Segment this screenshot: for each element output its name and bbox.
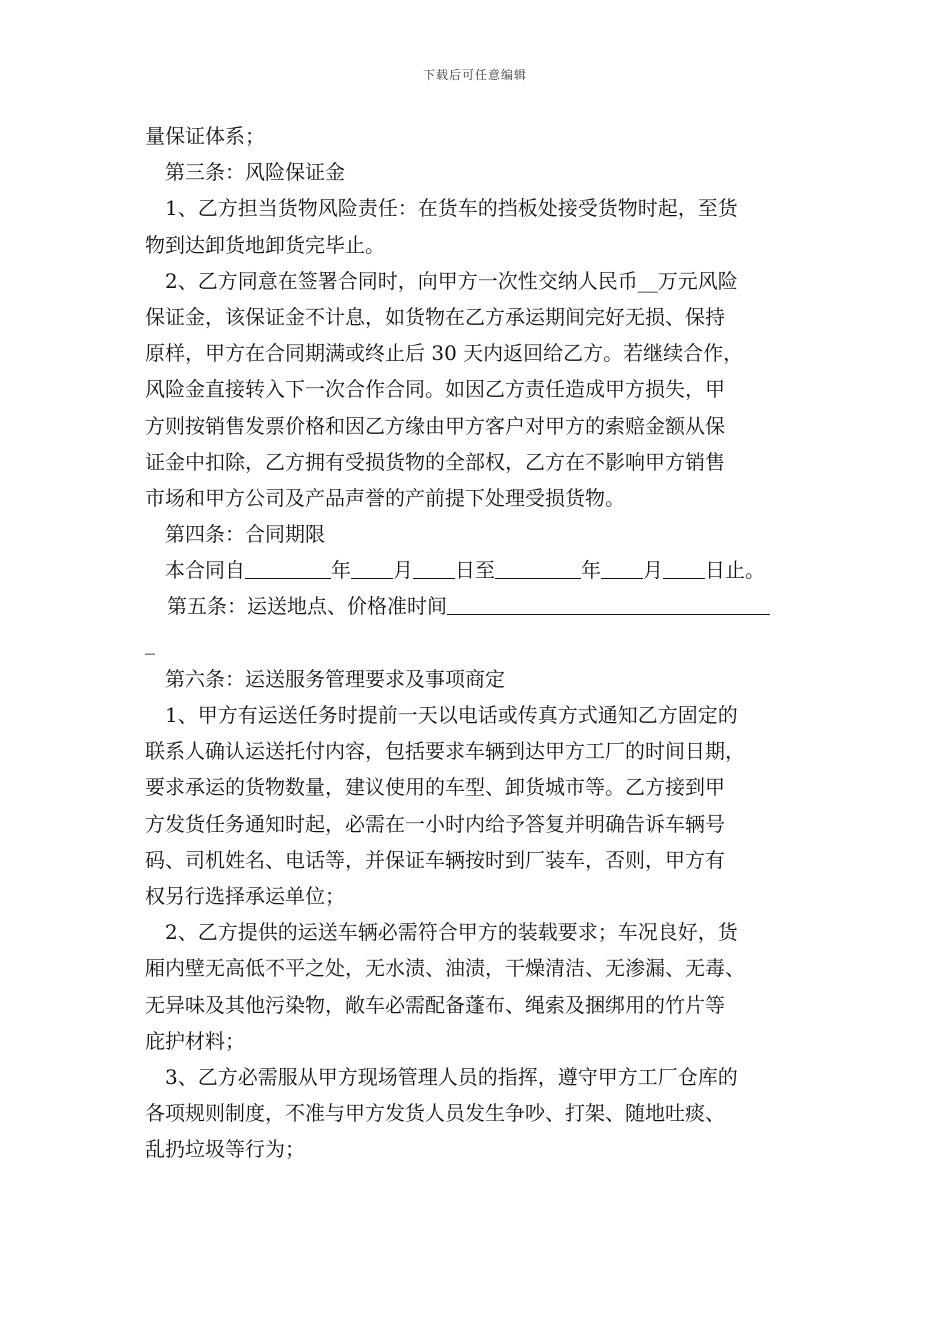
- paragraph-line: 1、甲方有运送任务时提前一天以电话或传真方式通知乙方固定的: [165, 703, 738, 727]
- paragraph-line: 联系人确认运送托付内容，包括要求车辆到达甲方工厂的时间日期，: [145, 739, 745, 764]
- paragraph-line: 1、乙方担当货物风险责任：在货车的挡板处接受货物时起，至货: [165, 196, 738, 221]
- paragraph-line: 要求承运的货物数量，建议使用的车型、卸货城市等。乙方接到甲: [145, 775, 725, 800]
- location-price-blank[interactable]: [447, 592, 770, 615]
- paragraph-line: 证金中扣除，乙方拥有受损货物的全部权，乙方在不影响甲方销售: [145, 449, 725, 474]
- contract-body: [145, 118, 810, 1167]
- clause5-continuation: _: [145, 630, 155, 655]
- clause-heading: 第六条：运送服务管理要求及事项商定: [165, 666, 505, 691]
- paragraph-line: 庇护材料；: [145, 1028, 245, 1053]
- paragraph-line: 无异味及其他污染物，敞车必需配备蓬布、绳索及捆绑用的竹片等: [145, 992, 725, 1017]
- start-year-blank[interactable]: [245, 556, 331, 579]
- paragraph-line: 各项规则制度，不准与甲方发货人员发生争吵、打架、随地吐痰、: [145, 1101, 725, 1126]
- start-month-blank[interactable]: [351, 556, 393, 579]
- paragraph-line: 物到达卸货地卸货完毕止。: [145, 232, 385, 257]
- clause-heading: 第五条：运送地点、价格准时间: [167, 594, 447, 619]
- paragraph-line: 方则按销售发票价格和因乙方缘由甲方客户对甲方的索赔金额从保: [145, 413, 725, 438]
- term-year-label: 年: [581, 558, 601, 583]
- paragraph-line: 量保证体系；: [145, 124, 265, 148]
- paragraph-line: 保证金，该保证金不计息，如货物在乙方承运期间完好无损、保持: [145, 304, 725, 329]
- term-year-label: 年: [331, 558, 351, 583]
- term-day-to-label: 日至: [455, 558, 495, 583]
- paragraph-line: 风险金直接转入下一次合作合同。如因乙方责任造成甲方损失，甲: [145, 377, 725, 402]
- term-day-end-label: 日止。: [705, 558, 765, 583]
- paragraph-line: 厢内壁无高低不平之处，无水渍、油渍，干燥清洁、无渗漏、无毒、: [145, 956, 745, 981]
- end-month-blank[interactable]: [601, 556, 643, 579]
- term-month-label: 月: [643, 558, 663, 583]
- term-month-label: 月: [393, 558, 413, 583]
- clause-heading: 第四条：合同期限: [165, 522, 325, 547]
- paragraph-line: 方发货任务通知时起，必需在一小时内给予答复并明确告诉车辆号: [145, 811, 725, 836]
- paragraph-line: 3、乙方必需服从甲方现场管理人员的指挥，遵守甲方工厂仓库的: [165, 1064, 738, 1089]
- clause-heading: 第三条：风险保证金: [165, 160, 345, 185]
- term-prefix: 本合同自: [165, 558, 245, 583]
- end-day-blank[interactable]: [663, 556, 705, 579]
- page-header: 下载后可任意编辑: [422, 68, 527, 82]
- paragraph-line: 码、司机姓名、电话等，并保证车辆按时到厂装车，否则，甲方有: [145, 847, 725, 872]
- clause5-line: [145, 588, 810, 624]
- paragraph-line: 2、乙方同意在签署合同时，向甲方一次性交纳人民币__万元风险: [165, 268, 738, 293]
- contract-term-line: [145, 552, 810, 588]
- start-day-blank[interactable]: [413, 556, 455, 579]
- paragraph-line: 权另行选择承运单位；: [145, 883, 345, 908]
- end-year-blank[interactable]: [495, 556, 581, 579]
- paragraph-line: 2、乙方提供的运送车辆必需符合甲方的装载要求；车况良好，货: [165, 920, 738, 945]
- paragraph-line: 市场和甲方公司及产品声誉的产前提下处理受损货物。: [145, 485, 625, 510]
- paragraph-line: 乱扔垃圾等行为；: [145, 1137, 305, 1162]
- paragraph-line: 原样，甲方在合同期满或终止后 30 天内返回给乙方。若继续合作，: [145, 341, 744, 366]
